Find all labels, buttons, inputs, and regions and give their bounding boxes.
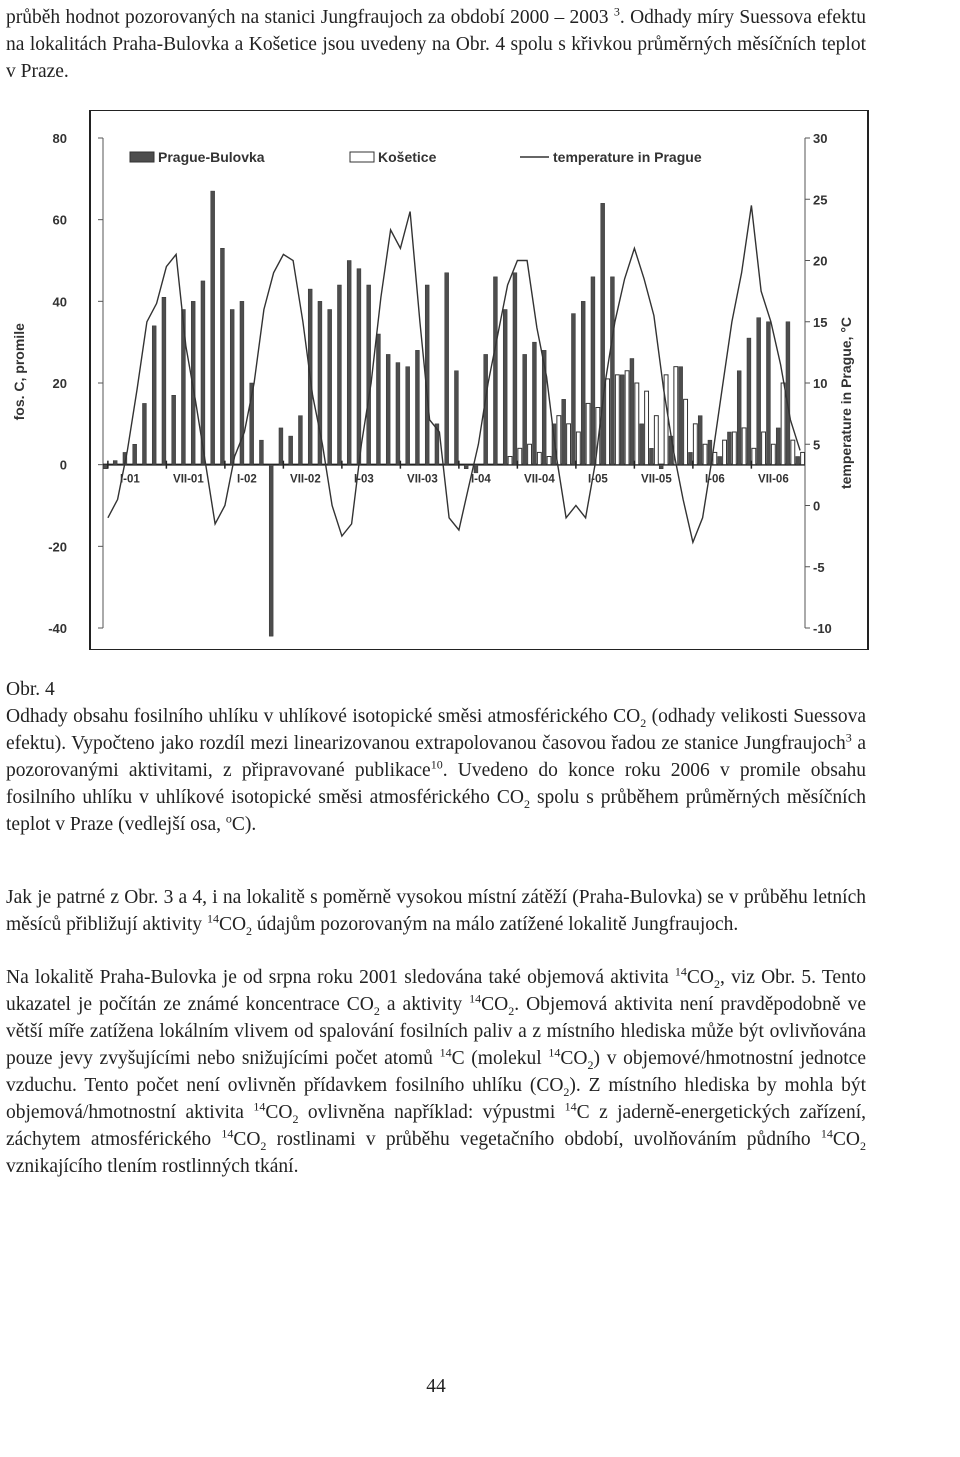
kosetice-bar [693,424,697,465]
kosetice-bar [635,383,639,465]
prague-bulovka-bar [142,403,146,464]
prague-bulovka-bar [386,354,390,464]
paragraph-comparison: Jak je patrné z Obr. 3 a 4, i na lokalitě s poměrně vysokou místní zátěží (Praha-Bulovka) se v průběhu letních měsíců přibližují aktivity $^{14}CO_2$ údajům pozorovaným na málo zatížené lokalitě Jungfraujoch. [6,887,866,938]
prague-bulovka-bar [152,326,156,465]
prague-bulovka-bar [513,273,517,465]
prague-bulovka-bar [113,461,117,465]
prague-bulovka-bar [757,318,761,465]
prague-bulovka-bar [328,310,332,465]
prague-bulovka-bar [776,428,780,465]
right-axis-title: temperature in Prague, °C [838,316,854,490]
prague-bulovka-bar [289,436,293,465]
prague-bulovka-bar [610,277,614,465]
kosetice-bar [752,448,756,464]
kosetice-bar [723,440,727,465]
right-tick-label: 15 [813,314,828,330]
page-number: 44 [426,1376,446,1397]
right-tick-label: 0 [813,498,821,514]
kosetice-bar [615,375,619,465]
prague-bulovka-bar [347,261,351,465]
prague-bulovka-bar [220,248,224,464]
prague-bulovka-bar [679,367,683,465]
right-tick-label: -10 [813,621,832,636]
legend-swatch-kosetice [350,152,374,162]
kosetice-bar [586,403,590,464]
kosetice-bar [654,416,658,465]
prague-bulovka-bar [133,444,137,464]
prague-bulovka-bar [659,465,663,469]
prague-bulovka-bar [620,375,624,465]
prague-bulovka-bar [337,285,341,465]
prague-bulovka-bar [523,354,527,464]
right-tick-label: 20 [813,253,828,269]
prague-bulovka-bar [630,359,634,465]
prague-bulovka-bar [688,452,692,464]
left-axis-title: fos. C, promile [11,323,27,421]
prague-bulovka-bar [698,416,702,465]
prague-bulovka-bar [493,277,497,465]
x-tick-label: VII-06 [758,473,789,486]
left-tick-label: 80 [52,131,67,146]
kosetice-bar [528,444,532,464]
kosetice-bar [771,444,775,464]
figure-4-chart [7,110,869,650]
kosetice-bar [674,367,678,465]
left-tick-label: 60 [52,212,67,228]
kosetice-bar [606,379,610,465]
kosetice-bar [664,375,668,465]
prague-bulovka-bar [357,269,361,465]
prague-bulovka-bar [747,338,751,465]
prague-bulovka-bar [718,457,722,465]
prague-bulovka-bar [464,465,468,469]
paragraph-volume-activity: Na lokalitě Praha-Bulovka je od srpna roku 2001 sledována také objemová aktivita $^{14}CO_2$, viz Obr. 5. Tento ukazatel je počítán ze známé koncentrace $CO_2$ a aktivity $^{14}CO_2$. Objemová aktivita není pravděpodobně ve větší míře zatížena lokálním vlivem od spalování fosilních paliv a z místního hlediska může být ovlivňována pouze jevy zvyšujícími nebo snižujícími počet atomů $^{14}$C (molekul $^{14}CO_2$) v objemové/hmotnostní jednotce vzduchu. Tento počet není ovlivněn přídavkem fosilního uhlíku $(CO_2)$. Z místního hlediska by mohla být objemová/hmotnostní aktivita $^{14}CO_2$ ovlivněna například: výpustmi $^{14}$C z jaderně-energetických zařízení, záchytem atmosférického $^{14}CO_2$ rostlinami v průběhu vegetačního období, uvolňováním půdního $^{14}CO_2$ vznikajícího tlením rostlinných tkání. [6,964,866,1177]
prague-bulovka-bar [279,428,283,465]
kosetice-bar [684,399,688,464]
prague-bulovka-bar [601,203,605,464]
prague-bulovka-bar [415,350,419,464]
kosetice-bar [742,428,746,465]
kosetice-bar [537,452,541,464]
x-tick-label: I-03 [353,473,374,486]
left-tick-label: -40 [48,621,67,636]
prague-bulovka-bar [406,367,410,465]
prague-bulovka-bar [367,285,371,465]
right-tick-label: 25 [813,192,828,208]
prague-bulovka-bar [259,440,263,465]
prague-bulovka-bar [269,465,273,636]
kosetice-bar [762,432,766,465]
prague-bulovka-bar [172,395,176,464]
prague-bulovka-bar [503,310,507,465]
legend-label-prague-bulovka: Prague-Bulovka [158,149,265,165]
kosetice-bar [518,448,522,464]
right-tick-label: 10 [813,376,828,391]
x-tick-label: I-06 [704,473,725,486]
right-tick-label: 30 [813,131,828,146]
figure-caption-title: Obr. 4 [6,679,55,700]
prague-bulovka-bar [581,301,585,464]
kosetice-bar [713,452,717,464]
x-tick-label: VII-01 [173,473,204,486]
legend-label-temperature: temperature in Prague [553,149,702,165]
chart-frame [90,110,868,650]
figure-caption: Odhady obsahu fosilního uhlíku v uhlíkové isotopické směsi atmosférického $CO_2$ (odhady velikosti Suessova efektu). Vypočteno jako rozdíl mezi linearizovanou extrapolovanou časovou řadou ze stanice Jungfraujoch$^3$ a pozorovanými aktivitami, z připravované publikace$^{10}$. Uvedeno do konce roku 2006 v promile obsahu fosilního uhlíku v uhlíkové isotopické směsi atmosférického $CO_2$ spolu s průběhem průměrných měsíčních teplot v Praze (vedlejší osa, $^o$C). [6,706,867,835]
x-tick-label: I-04 [470,473,491,486]
prague-bulovka-bar [211,191,215,465]
kosetice-bar [801,452,805,464]
left-tick-label: -20 [48,539,67,555]
left-tick-label: 40 [52,294,67,310]
prague-bulovka-bar [103,465,107,469]
kosetice-bar [567,424,571,465]
prague-bulovka-bar [474,465,478,473]
prague-bulovka-bar [727,432,731,465]
prague-bulovka-bar [230,310,234,465]
x-tick-label: I-02 [236,473,257,486]
prague-bulovka-bar [396,363,400,465]
kosetice-bar [576,432,580,465]
prague-bulovka-bar [766,322,770,465]
kosetice-bar [547,457,551,465]
prague-bulovka-bar [571,314,575,465]
kosetice-bar [508,457,512,465]
x-tick-label: VII-04 [524,473,555,486]
prague-bulovka-bar [376,334,380,465]
x-tick-label: VII-05 [641,473,672,486]
legend-swatch-prague-bulovka [130,152,154,162]
prague-bulovka-bar [454,371,458,465]
x-tick-label: I-05 [587,473,608,486]
prague-bulovka-bar [162,297,166,464]
right-tick-label: 5 [813,437,821,453]
x-tick-label: VII-03 [407,473,438,486]
prague-bulovka-bar [640,424,644,465]
prague-bulovka-bar [796,457,800,465]
prague-bulovka-bar [591,277,595,465]
kosetice-bar [781,383,785,465]
kosetice-bar [557,416,561,465]
prague-bulovka-bar [786,322,790,465]
prague-bulovka-bar [649,448,653,464]
kosetice-bar [732,432,736,465]
intro-paragraph: průběh hodnot pozorovaných na stanici Jungfraujoch za období 2000 – 2003 $^3$. Odhady míry Suessova efektu na lokalitách Praha-Bulovka a Košetice jsou uvedeny na Obr. 4 spolu s křivkou průměrných měsíčních teplot v Praze. [6,4,866,82]
x-tick-label: VII-02 [290,473,321,486]
left-tick-label: 0 [59,457,67,473]
legend-label-kosetice: Košetice [378,149,437,165]
kosetice-bar [791,440,795,465]
prague-bulovka-bar [298,416,302,465]
x-tick-label: I-01 [119,473,140,486]
kosetice-bar [625,371,629,465]
prague-bulovka-bar [532,342,536,465]
kosetice-bar [645,391,649,465]
prague-bulovka-bar [562,399,566,464]
kosetice-bar [703,444,707,464]
prague-bulovka-bar [737,371,741,465]
prague-bulovka-bar [445,273,449,465]
right-tick-label: -5 [813,559,825,575]
left-tick-label: 20 [52,376,67,391]
